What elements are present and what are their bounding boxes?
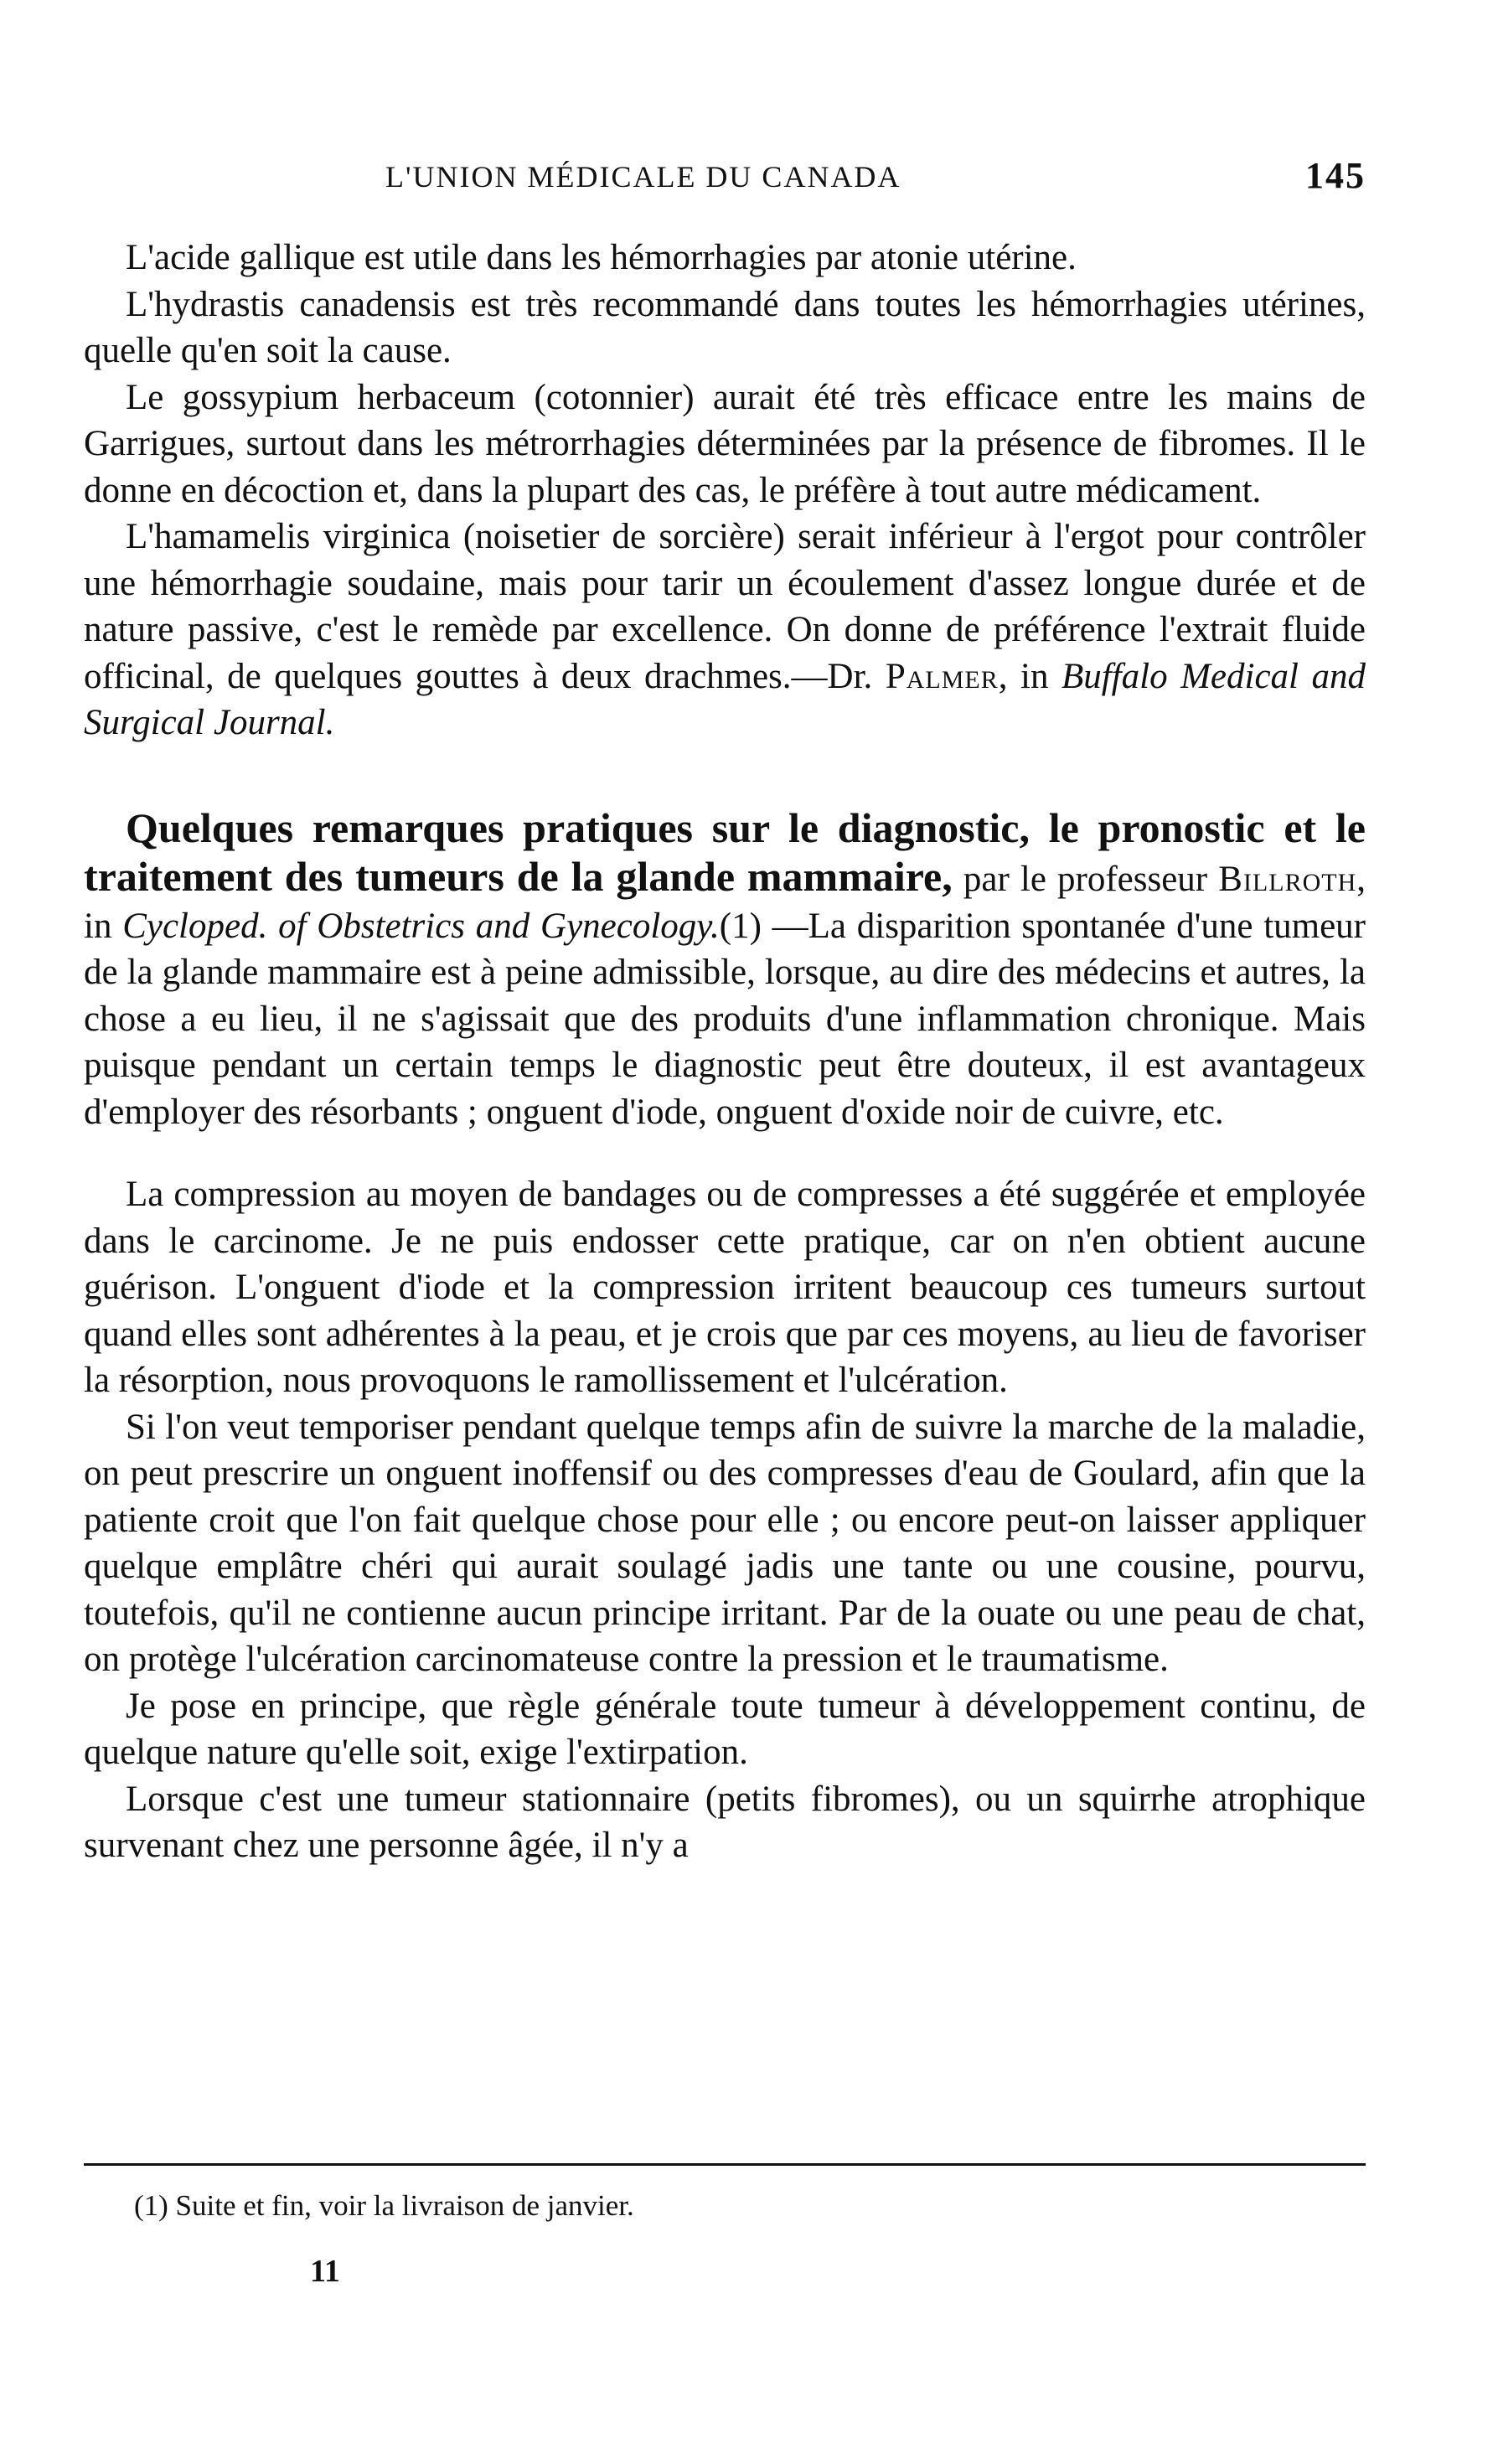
hamamelis-journal: Buffalo Medical and Surgical Journal. [84, 656, 1366, 742]
page-number: 145 [1305, 155, 1366, 196]
article-heading [84, 805, 1366, 1136]
hamamelis-author: Palmer [885, 656, 999, 696]
paragraph-hamamelis [84, 514, 1366, 746]
article-title: Quelques remarques pratiques sur le diagnostic, le pronostic et le traitement des tumeurs de la glande mammaire, [84, 803, 1366, 900]
footnote-area [84, 2163, 1366, 2290]
paragraph-stationnaire: Lorsque c'est une tumeur stationnaire (petits fibromes), ou un squirrhe atrophique survenant chez une personne âgée, il n'y a [84, 1779, 1366, 1865]
article-source: Cycloped. of Obstetrics and Gynecology. [122, 906, 720, 946]
paragraph-principe: Je pose en principe, que règle générale toute tumeur à développement continu, de quelque nature qu'elle soit, exige l'extirpation. [84, 1686, 1366, 1772]
signature-mark: 11 [310, 2254, 340, 2289]
paragraph-gossypium: Le gossypium herbaceum (cotonnier) aurait été très efficace entre les mains de Garrigues, surtout dans les métrorrhagies déterminées par la présence de fibromes. Il le donne en décoction et, dans la plupart des cas, le préfère à tout autre médicament. [84, 377, 1366, 510]
article-in: , in [84, 860, 1366, 946]
running-title: L'UNION MÉDICALE DU CANADA [385, 160, 901, 194]
article-by-prefix: par le professeur [963, 860, 1208, 899]
hamamelis-in: , in [998, 656, 1049, 696]
footnote-rule [84, 2163, 1366, 2166]
article-author: Billroth [1218, 860, 1357, 899]
hamamelis-text: L'hamamelis virginica (noisetier de sorcière) serait inférieur à l'ergot pour contrôler une hémorrhagie soudaine, mais pour tarir un écoulement d'assez longue durée et de nature passive, c'est le remède par excellence. On donne de préférence l'extrait fluide officinal, de quelques gouttes à deux drachmes.—Dr. [84, 517, 1366, 696]
paragraph-temporiser: Si l'on veut temporiser pendant quelque temps afin de suivre la marche de la maladie, on peut prescrire un onguent inoffensif ou des compresses d'eau de Goulard, afin que la patiente croit que l'on fait quelque chose pour elle ; ou encore peut-on laisser appliquer quelque emplâtre chéri qui aurait soulagé jadis une tante ou une cousine, pourvu, toutefois, qu'il ne contienne aucun principe irritant. Par de la ouate ou une peau de chat, on protège l'ulcération carcinomateuse contre la pression et le traumatisme. [84, 1407, 1366, 1679]
paragraph-compression: La compression au moyen de bandages ou de compresses a été suggérée et employée dans le carcinome. Je ne puis endosser cette pratique, car on n'en obtient aucune guérison. L'onguent d'iode et la compression irritent beaucoup ces tumeurs surtout quand elles sont adhérentes à la peau, et je crois que par ces moyens, au lieu de favoriser la résorption, nous provoquons le ramollissement et l'ulcération. [84, 1175, 1366, 1400]
article-lead: —La disparition spontanée d'une tumeur de la glande mammaire est à peine admissible, lorsque, au dire des médecins et autres, la chose a eu lieu, il ne s'agissait que des produits d'une inflammation chronique. Mais puisque pendant un certain temps le diagnostic peut être douteux, il est avantageux d'employer des résorbants ; onguent d'iode, onguent d'oxide noir de cuivre, etc. [84, 906, 1366, 1132]
footnote: (1) Suite et fin, voir la livraison de janvier. [134, 2189, 634, 2222]
page-body [84, 155, 1366, 1869]
paragraph-gallic-acid: L'acide gallique est utile dans les hémorrhagies par atonie utérine. [126, 238, 1077, 277]
running-header [84, 155, 1366, 209]
paragraph-hydrastis: L'hydrastis canadensis est très recommandé dans toutes les hémorrhagies utérines, quelle qu'en soit la cause. [84, 284, 1366, 370]
footnote-ref: (1) [719, 906, 762, 946]
